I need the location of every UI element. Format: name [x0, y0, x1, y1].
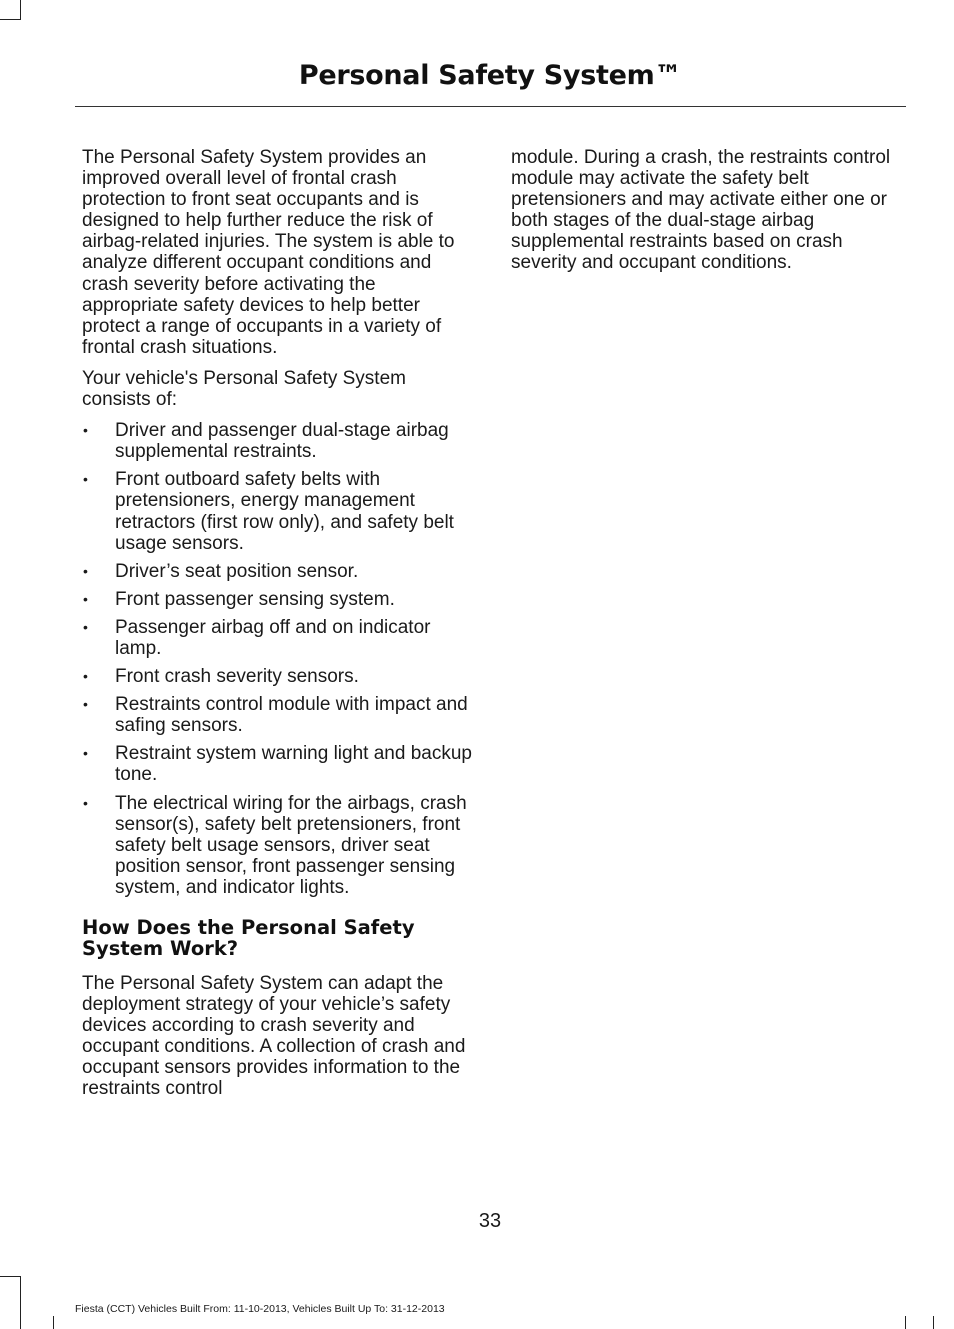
bullet-icon: • [83, 590, 88, 607]
list-item-text: Restraints control module with impact and safing sensors. [115, 694, 468, 737]
list-item-text: The electrical wiring for the airbags, crash sensor(s), safety belt pretensioners, front safety belt usage sensors, driver seat position sensor, front passenger sensing system, and indicator lights. [115, 792, 467, 898]
intro-paragraph: The Personal Safety System provides an improved overall level of frontal crash protection to front seat occupants and is designed to help further reduce the risk of airbag-related injuries. The system is able to analyze different occupant conditions and crash severity before activating the appropriate safety devices to help better protect a range of occupants in a variety of frontal crash situations. [82, 147, 455, 358]
crop-mark-top-left-horizontal [0, 19, 21, 20]
bullet-icon: • [83, 668, 88, 685]
list-item [82, 420, 474, 462]
bullet-icon: • [83, 696, 88, 713]
crop-mark-bottom-tick-left [53, 1316, 54, 1329]
list-item [82, 561, 474, 582]
list-item [82, 469, 474, 553]
title-divider [75, 106, 906, 107]
crop-mark-bottom-left-horizontal [0, 1276, 21, 1277]
footer-text: Fiesta (CCT) Vehicles Built From: 11-10-2013, Vehicles Built Up To: 31-12-2013 [75, 1303, 445, 1315]
crop-mark-top-left-vertical [20, 0, 21, 19]
component-list [82, 420, 474, 898]
list-item-text: Restraint system warning light and backup tone. [115, 743, 472, 786]
list-item [82, 589, 474, 610]
list-item [82, 666, 474, 687]
list-item [82, 743, 474, 785]
bullet-icon: • [83, 745, 88, 762]
list-item-text: Passenger airbag off and on indicator lamp. [115, 616, 431, 659]
left-column [82, 147, 474, 1110]
bullet-icon: • [83, 562, 88, 579]
consists-of-paragraph: Your vehicle's Personal Safety System consists of: [82, 367, 406, 411]
section-heading: How Does the Personal Safety System Work? [82, 916, 415, 960]
list-item [82, 793, 474, 898]
list-item-text: Driver’s seat position sensor. [115, 560, 359, 582]
section-body-paragraph: The Personal Safety System can adapt the deployment strategy of your vehicle’s safety devices according to crash severity and occupant conditions. A collection of crash and occupant sensors provides information to the restraints control [82, 973, 466, 1100]
bullet-icon: • [83, 618, 88, 635]
continuation-paragraph: module. During a crash, the restraints control module may activate the safety belt pretensioners and may activate either one or both stages of the dual-stage airbag supplemental restraints based on crash severity and occupant conditions. [511, 147, 891, 274]
list-item-text: Front crash severity sensors. [115, 666, 359, 688]
list-item [82, 694, 474, 736]
bullet-icon: • [83, 794, 88, 811]
crop-mark-bottom-right-vertical [933, 1316, 934, 1329]
page-number: 33 [478, 1210, 502, 1232]
right-column [511, 147, 903, 284]
crop-mark-bottom-tick-right [905, 1316, 906, 1329]
bullet-icon: • [83, 422, 88, 439]
page-title: Personal Safety System™ [298, 60, 682, 91]
list-item-text: Driver and passenger dual-stage airbag supplemental restraints. [115, 420, 449, 463]
list-item-text: Front passenger sensing system. [115, 588, 395, 610]
list-item-text: Front outboard safety belts with pretensioners, energy management retractors (first row only), and safety belt usage sensors. [115, 469, 454, 554]
bullet-icon: • [83, 471, 88, 488]
crop-mark-bottom-left-vertical [20, 1276, 21, 1329]
list-item [82, 617, 474, 659]
